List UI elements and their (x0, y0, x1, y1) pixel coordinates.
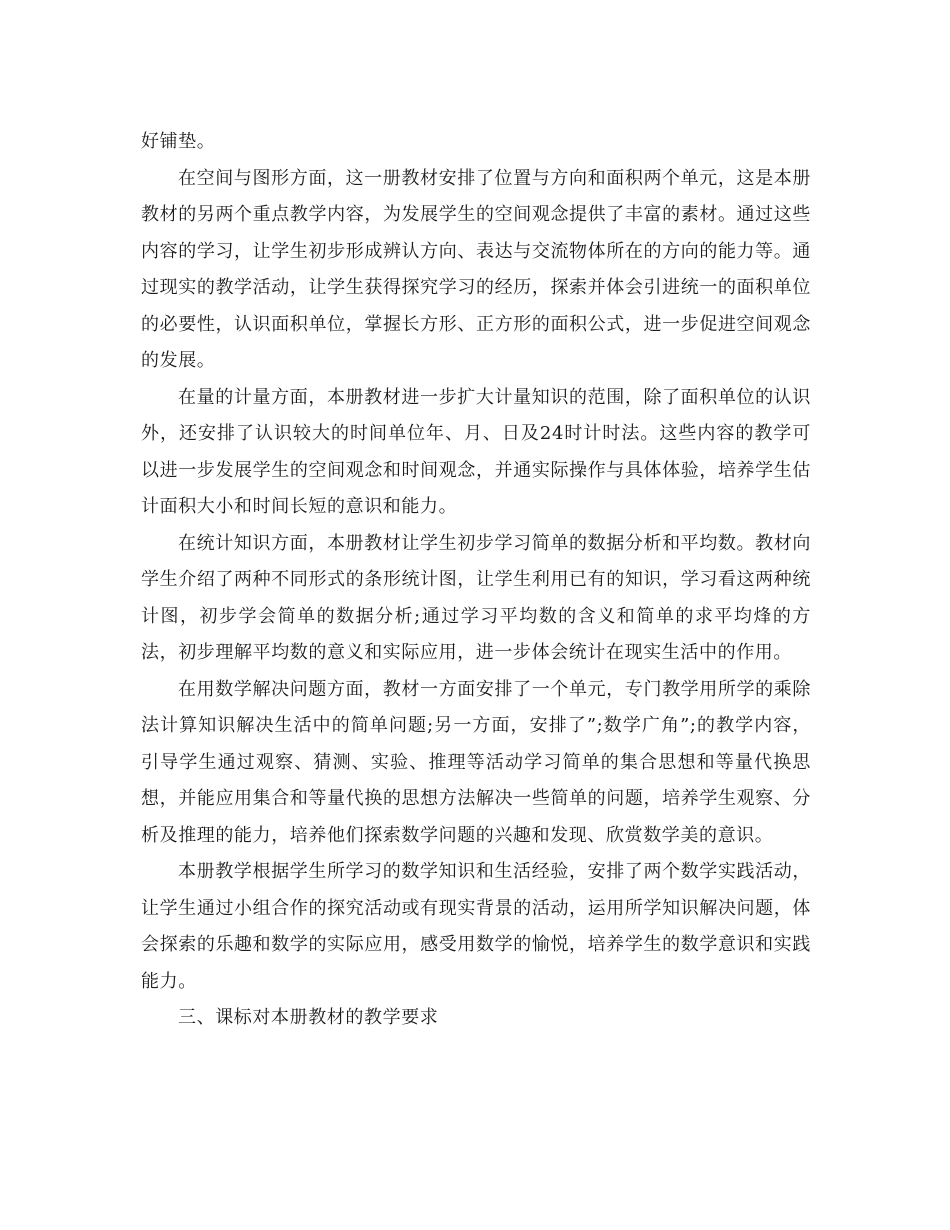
paragraph-statistics: 在统计知识方面，本册教材让学生初步学习简单的数据分析和平均数。教材向学生介绍了两种不同形式的条形统计图，让学生利用已有的知识，学习看这两种统计图，初步学会简单的数据分析;通过学习平均数的含义和简单的求平均烽的方法，初步理解平均数的意义和实际应用，进一步体会统计在现实生活中的作用。 (141, 532, 811, 663)
section-heading: 三、课标对本册教材的教学要求 (178, 1007, 439, 1028)
paragraph-measurement: 在量的计量方面，本册教材进一步扩大计量知识的范围，除了面积单位的认识外，还安排了认识较大的时间单位年、月、日及24时计时法。这些内容的教学可以进一步发展学生的空间观念和时间观念，并通实际操作与具体体验，培养学生估计面积大小和时间长短的意识和能力。 (141, 386, 811, 517)
paragraph-practice-activities: 本册教学根据学生所学习的数学知识和生活经验，安排了两个数学实践活动，让学生通过小组合作的探究活动或有现实背景的活动，运用所学知识解决问题，体会探索的乐趣和数学的实际应用，感受用数学的愉悦，培养学生的数学意识和实践能力。 (141, 861, 811, 992)
paragraph-continuation: 好铺垫。 (141, 131, 216, 152)
paragraph-space-and-shape: 在空间与图形方面，这一册教材安排了位置与方向和面积两个单元，这是本册教材的另两个重点教学内容，为发展学生的空间观念提供了丰富的素材。通过这些内容的学习，让学生初步形成辨认方向、表达与交流物体所在的方向的能力等。通过现实的教学活动，让学生获得探究学习的经历，探索并体会引进统一的面积单位的必要性，认识面积单位，掌握长方形、正方形的面积公式，进一步促进空间观念的发展。 (141, 167, 811, 371)
paragraph-problem-solving: 在用数学解决问题方面，教材一方面安排了一个单元，专门教学用所学的乘除法计算知识解决生活中的简单问题;另一方面，安排了”;数学广角”;的教学内容，引导学生通过观察、猜测、实验、推理等活动学习简单的集合思想和等量代换思想，并能应用集合和等量代换的思想方法解决一些简单的问题，培养学生观察、分析及推理的能力，培养他们探索数学问题的兴趣和发现、欣赏数学美的意识。 (141, 678, 811, 846)
document-body (141, 124, 811, 1037)
